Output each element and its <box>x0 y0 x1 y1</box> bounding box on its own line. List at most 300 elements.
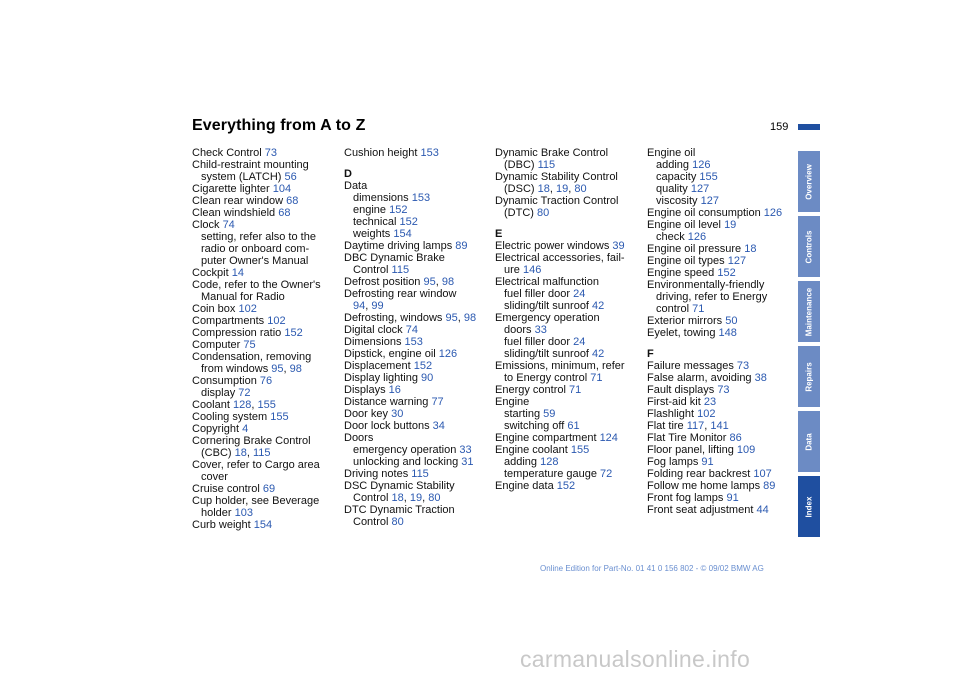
index-entry-text: Driving notes <box>344 468 412 480</box>
index-entry-text: Exterior mirrors <box>647 315 726 327</box>
page-reference-link[interactable]: 18 <box>744 243 757 255</box>
index-entry-text: Dynamic Stability Control <box>495 171 618 183</box>
tab-label: Index <box>804 496 814 517</box>
index-entry-text: Dipstick, engine oil <box>344 348 439 360</box>
index-subentry <box>495 420 625 432</box>
index-entry-text: Door lock buttons <box>344 420 433 432</box>
page-reference-link[interactable]: 72 <box>600 468 613 480</box>
page-reference-link[interactable]: 103 <box>234 507 253 519</box>
index-entry-text: display <box>201 387 239 399</box>
index-entry <box>192 315 321 327</box>
page-reference-link[interactable]: 30 <box>391 408 404 420</box>
index-entry-text: Fault displays <box>647 384 718 396</box>
index-entry-text: system (LATCH) <box>201 171 285 183</box>
page-ref-separator: , <box>251 399 258 411</box>
index-entry-text: Doors <box>344 432 374 444</box>
index-entry-text: Displacement <box>344 360 414 372</box>
index-entry <box>647 255 782 267</box>
index-subentry <box>344 228 476 240</box>
index-entry <box>495 384 625 396</box>
index-subentry <box>344 516 476 528</box>
index-entry-text: Cornering Brake Control <box>192 435 311 447</box>
index-entry <box>495 171 625 183</box>
page-reference-link[interactable]: 102 <box>238 303 257 315</box>
index-entry-text: Fog lamps <box>647 456 702 468</box>
index-entry <box>647 468 782 480</box>
tab-label: Data <box>804 432 814 451</box>
index-entry-text: Defrost position <box>344 276 424 288</box>
page-reference-link[interactable]: 90 <box>421 372 434 384</box>
index-entry-text: adding <box>656 159 693 171</box>
page-reference-link[interactable]: 91 <box>701 456 714 468</box>
index-entry-text: from windows <box>201 363 272 375</box>
index-entry <box>192 339 321 351</box>
index-subentry <box>192 255 321 267</box>
index-entry-text: Engine data <box>495 480 557 492</box>
page-reference-link[interactable]: 115 <box>391 264 410 276</box>
index-entry-text: ure <box>504 264 523 276</box>
page-reference-link[interactable]: 24 <box>573 336 586 348</box>
index-subentry <box>192 507 321 519</box>
page-reference-link[interactable]: 71 <box>568 384 582 396</box>
page-reference-link[interactable]: 95 <box>423 276 436 288</box>
index-subentry <box>495 408 625 420</box>
index-entry <box>192 423 321 435</box>
index-entry-text: Display lighting <box>344 372 422 384</box>
index-subentry <box>495 264 625 276</box>
index-entry <box>192 495 321 507</box>
index-entry-text: Failure messages <box>647 360 737 372</box>
tab-label: Repairs <box>804 361 814 392</box>
page-reference-link[interactable]: 102 <box>267 315 286 327</box>
index-entry <box>647 360 782 372</box>
page-reference-link[interactable]: 127 <box>690 183 710 195</box>
index-entry <box>495 240 625 252</box>
index-entry <box>344 336 476 348</box>
index-entry-text: Engine oil consumption <box>647 207 764 219</box>
index-entry-text: Coolant <box>192 399 233 411</box>
page-reference-link[interactable]: 80 <box>428 492 441 504</box>
index-entry <box>647 444 782 456</box>
page-reference-link[interactable]: 72 <box>238 387 251 399</box>
page-reference-link[interactable]: 18 <box>391 492 404 504</box>
page-ref-separator: , <box>403 492 410 504</box>
index-entry-text: (DSC) <box>504 183 538 195</box>
index-entry-text: Engine <box>495 396 530 408</box>
index-subentry <box>495 372 625 384</box>
index-entry-text: doors <box>504 324 535 336</box>
tab-index[interactable] <box>798 476 820 537</box>
index-entry-text: Dynamic Brake Control <box>495 147 609 159</box>
page-title: Everything from A to Z <box>192 117 366 134</box>
page-reference-link[interactable]: 154 <box>393 228 412 240</box>
page-reference-link[interactable]: 117 <box>686 420 705 432</box>
index-entry-text: Engine oil level <box>647 219 725 231</box>
index-entry-text: starting <box>504 408 544 420</box>
page-reference-link[interactable]: 98 <box>463 312 477 324</box>
index-subentry <box>344 456 476 468</box>
page-reference-link[interactable]: 80 <box>537 207 550 219</box>
index-letter-heading <box>495 228 625 240</box>
page-reference-link[interactable]: 33 <box>459 444 472 456</box>
page-ref-separator: , <box>246 447 253 459</box>
index-entry <box>192 519 321 531</box>
index-entry <box>647 492 782 504</box>
page-ref-separator: , <box>457 312 464 324</box>
index-entry-text: driving, refer to Energy <box>656 291 768 303</box>
index-entry-text: Folding rear backrest <box>647 468 754 480</box>
index-entry <box>344 276 476 288</box>
index-entry <box>192 327 321 339</box>
index-entry-text: emergency operation <box>353 444 460 456</box>
page-reference-link[interactable]: 94 <box>353 300 366 312</box>
page-reference-link[interactable]: 126 <box>763 207 783 219</box>
index-entry <box>192 435 321 447</box>
page-reference-link[interactable]: 59 <box>543 408 556 420</box>
index-letter-heading <box>647 348 782 360</box>
page-reference-link[interactable]: 73 <box>717 384 730 396</box>
index-entry <box>192 159 321 171</box>
page-reference-link[interactable]: 38 <box>754 372 767 384</box>
page-reference-link[interactable]: 19 <box>724 219 737 231</box>
index-entry-text: Manual for Radio <box>201 291 285 303</box>
index-entry <box>192 219 321 231</box>
index-entry-text: dimensions <box>353 192 412 204</box>
page-reference-link[interactable]: 4 <box>242 423 249 435</box>
index-entry-text: Coin box <box>192 303 239 315</box>
page-ref-separator: , <box>549 183 556 195</box>
index-entry <box>647 219 782 231</box>
page-reference-link[interactable]: 76 <box>259 375 273 387</box>
index-entry-text: Environmentally-friendly <box>647 279 765 291</box>
index-subentry <box>647 231 782 243</box>
index-subentry <box>495 159 625 171</box>
index-entry-text: Cigarette lighter <box>192 183 273 195</box>
index-subentry <box>647 159 782 171</box>
page-reference-link[interactable]: 141 <box>710 420 729 432</box>
page-reference-link[interactable]: 73 <box>264 147 278 159</box>
index-column-3 <box>495 147 625 492</box>
index-entry <box>495 195 625 207</box>
index-entry-text: (DTC) <box>504 207 537 219</box>
page-reference-link[interactable]: 39 <box>612 240 625 252</box>
page-reference-link[interactable]: 152 <box>413 360 433 372</box>
page-reference-link[interactable]: 102 <box>697 408 716 420</box>
page-reference-link[interactable]: 153 <box>420 147 439 159</box>
index-subentry <box>192 171 321 183</box>
page-reference-link[interactable]: 18 <box>234 447 247 459</box>
page-reference-link[interactable]: 146 <box>522 264 542 276</box>
index-subentry <box>647 303 782 315</box>
index-entry <box>192 459 321 471</box>
index-subentry <box>192 243 321 255</box>
index-entry <box>647 456 782 468</box>
page-reference-link[interactable]: 42 <box>592 348 605 360</box>
page-reference-link[interactable]: 74 <box>222 219 235 231</box>
index-entry-text: Check Control <box>192 147 265 159</box>
index-entry-text: temperature gauge <box>504 468 601 480</box>
index-entry-text: Control <box>353 516 392 528</box>
index-entry <box>192 303 321 315</box>
index-entry-text: Defrosting, windows <box>344 312 446 324</box>
page-reference-link[interactable]: 34 <box>432 420 445 432</box>
index-entry-text: Front fog lamps <box>647 492 727 504</box>
page-reference-link[interactable]: 104 <box>272 183 292 195</box>
index-entry-text: Engine compartment <box>495 432 600 444</box>
page-reference-link[interactable]: 14 <box>231 267 244 279</box>
index-entry-text: to Energy control <box>504 372 591 384</box>
page-reference-link[interactable]: 75 <box>243 339 256 351</box>
page-reference-link[interactable]: 155 <box>270 411 289 423</box>
page-reference-link[interactable]: 69 <box>262 483 276 495</box>
index-entry-text: (CBC) <box>201 447 235 459</box>
page-reference-link[interactable]: 152 <box>399 216 418 228</box>
page-reference-link[interactable]: 80 <box>574 183 587 195</box>
index-entry <box>344 252 476 264</box>
index-entry <box>344 240 476 252</box>
index-entry <box>647 480 782 492</box>
index-entry-text: Floor panel, lifting <box>647 444 737 456</box>
index-entry <box>344 348 476 360</box>
page-reference-link[interactable]: 77 <box>431 396 444 408</box>
page-reference-link[interactable]: 24 <box>573 288 586 300</box>
page-reference-link[interactable]: 73 <box>736 360 750 372</box>
index-entry-text: puter Owner's Manual <box>201 255 309 267</box>
page-reference-link[interactable]: 44 <box>756 504 769 516</box>
index-entry-text: Dimensions <box>344 336 405 348</box>
index-entry-text: Data <box>344 180 368 192</box>
index-entry-text: Flat Tire Monitor <box>647 432 730 444</box>
page-reference-link[interactable]: 23 <box>703 396 717 408</box>
page-reference-link[interactable]: 19 <box>409 492 423 504</box>
index-subentry <box>344 192 476 204</box>
index-entry <box>192 207 321 219</box>
page-reference-link[interactable]: 115 <box>252 447 271 459</box>
index-entry-text: weights <box>353 228 394 240</box>
index-entry <box>344 504 476 516</box>
page-reference-link[interactable]: 98 <box>289 363 302 375</box>
index-entry <box>495 252 625 264</box>
watermark: carmanualsonline.info <box>520 646 751 672</box>
page-reference-link[interactable]: 115 <box>537 159 556 171</box>
page-reference-link[interactable]: 127 <box>727 255 747 267</box>
index-entry <box>344 384 476 396</box>
index-entry-text: Energy control <box>495 384 569 396</box>
index-entry <box>192 147 321 159</box>
index-entry-text: viscosity <box>656 195 701 207</box>
index-subentry <box>495 456 625 468</box>
index-entry-text: Daytime driving lamps <box>344 240 456 252</box>
page-reference-link[interactable]: 42 <box>592 300 605 312</box>
page-reference-link[interactable]: 95 <box>445 312 458 324</box>
index-subentry <box>192 363 321 375</box>
page-reference-link[interactable]: 16 <box>388 384 401 396</box>
index-subentry <box>192 447 321 459</box>
tab-controls[interactable] <box>798 216 820 277</box>
page-reference-link[interactable]: 153 <box>404 336 423 348</box>
index-entry <box>344 360 476 372</box>
index-entry-text: Front seat adjustment <box>647 504 757 516</box>
page-reference-link[interactable]: 126 <box>438 348 458 360</box>
page-reference-link[interactable]: 61 <box>567 420 580 432</box>
index-subentry <box>344 300 476 312</box>
index-entry-text: DTC Dynamic Traction <box>344 504 455 516</box>
page-reference-link[interactable]: 127 <box>700 195 719 207</box>
index-entry-text: Clean windshield <box>192 207 279 219</box>
index-entry-text: Engine oil <box>647 147 696 159</box>
index-entry <box>192 411 321 423</box>
page-reference-link[interactable]: 124 <box>599 432 618 444</box>
page-reference-link[interactable]: 68 <box>278 207 291 219</box>
page-ref-separator: , <box>435 276 442 288</box>
index-column-4 <box>647 147 782 516</box>
index-subentry <box>495 468 625 480</box>
index-subentry <box>344 216 476 228</box>
page-reference-link[interactable]: 148 <box>718 327 737 339</box>
page-reference-link[interactable]: 128 <box>540 456 559 468</box>
index-entry-text: (DBC) <box>504 159 538 171</box>
page-reference-link[interactable]: 155 <box>257 399 276 411</box>
page-reference-link[interactable]: 155 <box>570 444 590 456</box>
index-entry <box>495 444 625 456</box>
index-entry-text: Consumption <box>192 375 260 387</box>
index-entry-text: Follow me home lamps <box>647 480 764 492</box>
page-reference-link[interactable]: 155 <box>699 171 718 183</box>
tab-label: Controls <box>804 230 814 263</box>
index-subentry <box>495 207 625 219</box>
index-entry-text: Compression ratio <box>192 327 285 339</box>
page-reference-link[interactable]: 19 <box>555 183 569 195</box>
index-entry-text: Clean rear window <box>192 195 287 207</box>
index-entry-text: F <box>647 348 654 360</box>
index-subentry <box>647 195 782 207</box>
index-entry-text: D <box>344 168 352 180</box>
index-subentry <box>495 336 625 348</box>
index-entry <box>647 420 782 432</box>
index-entry <box>647 372 782 384</box>
index-entry-text: Defrosting rear window <box>344 288 457 300</box>
tab-data[interactable] <box>798 411 820 472</box>
page-reference-link[interactable]: 89 <box>763 480 776 492</box>
index-entry-text: quality <box>656 183 691 195</box>
index-subentry <box>495 300 625 312</box>
page-reference-link[interactable]: 115 <box>411 468 429 480</box>
page-reference-link[interactable]: 154 <box>253 519 273 531</box>
page-reference-link[interactable]: 68 <box>286 195 299 207</box>
section-tabs <box>798 151 820 541</box>
index-entry <box>647 279 782 291</box>
index-entry-text: Copyright <box>192 423 243 435</box>
page-reference-link[interactable]: 74 <box>405 324 418 336</box>
page-reference-link[interactable]: 71 <box>590 372 603 384</box>
index-subentry <box>192 231 321 243</box>
index-entry-text: radio or onboard com- <box>201 243 310 255</box>
index-entry-text: Emergency operation <box>495 312 600 324</box>
tab-maintenance[interactable] <box>798 281 820 342</box>
page-reference-link[interactable]: 50 <box>725 315 738 327</box>
page-reference-link[interactable]: 98 <box>441 276 455 288</box>
page-reference-link[interactable]: 126 <box>687 231 707 243</box>
index-entry-text: Electrical accessories, fail- <box>495 252 625 264</box>
page-reference-link[interactable]: 109 <box>736 444 756 456</box>
index-entry <box>495 360 625 372</box>
index-subentry <box>495 183 625 195</box>
index-entry <box>192 195 321 207</box>
index-subentry <box>344 264 476 276</box>
index-entry-text: cover <box>201 471 228 483</box>
index-entry-text: Cushion height <box>344 147 421 159</box>
page-reference-link[interactable]: 89 <box>455 240 468 252</box>
page-reference-link[interactable]: 152 <box>556 480 576 492</box>
index-entry <box>647 315 782 327</box>
index-entry <box>344 324 476 336</box>
page-reference-link[interactable]: 91 <box>726 492 739 504</box>
index-entry <box>344 420 476 432</box>
page-reference-link[interactable]: 107 <box>753 468 772 480</box>
page-reference-link[interactable]: 31 <box>461 456 474 468</box>
index-entry-text: Emissions, minimum, refer <box>495 360 625 372</box>
index-entry-text: Control <box>353 492 392 504</box>
index-entry-text: Cup holder, see Beverage <box>192 495 320 507</box>
index-entry-text: Dynamic Traction Control <box>495 195 619 207</box>
index-entry <box>647 432 782 444</box>
page-reference-link[interactable]: 152 <box>284 327 303 339</box>
page-reference-link[interactable]: 71 <box>692 303 705 315</box>
index-entry-text: Code, refer to the Owner's <box>192 279 321 291</box>
page-reference-link[interactable]: 152 <box>717 267 736 279</box>
page-reference-link[interactable]: 128 <box>232 399 252 411</box>
index-entry-text: Digital clock <box>344 324 406 336</box>
page-ref-separator: , <box>283 363 290 375</box>
page-reference-link[interactable]: 80 <box>391 516 404 528</box>
page-reference-link[interactable]: 95 <box>271 363 284 375</box>
index-entry-text: Engine oil pressure <box>647 243 745 255</box>
index-subentry <box>647 291 782 303</box>
index-letter-heading <box>344 168 476 180</box>
index-entry-text: setting, refer also to the <box>201 231 316 243</box>
index-entry <box>647 408 782 420</box>
page-reference-link[interactable]: 126 <box>692 159 711 171</box>
page-reference-link[interactable]: 33 <box>534 324 547 336</box>
page-reference-link[interactable]: 86 <box>729 432 742 444</box>
index-entry <box>495 147 625 159</box>
page-reference-link[interactable]: 18 <box>537 183 550 195</box>
index-entry-text: capacity <box>656 171 700 183</box>
index-entry-text: Control <box>353 264 392 276</box>
index-subentry <box>192 291 321 303</box>
page-number: 159 <box>770 121 789 133</box>
index-entry <box>344 408 476 420</box>
page-reference-link[interactable]: 153 <box>411 192 431 204</box>
tab-overview[interactable] <box>798 151 820 212</box>
index-entry-text: Electric power windows <box>495 240 613 252</box>
index-entry-text: sliding/tilt sunroof <box>504 348 593 360</box>
index-entry-text: Clock <box>192 219 223 231</box>
tab-repairs[interactable] <box>798 346 820 407</box>
page-reference-link[interactable]: 152 <box>389 204 408 216</box>
index-entry <box>344 480 476 492</box>
tab-label: Maintenance <box>804 287 814 336</box>
index-subentry <box>647 171 782 183</box>
index-entry <box>647 504 782 516</box>
index-entry-text: False alarm, avoiding <box>647 372 755 384</box>
index-entry <box>344 372 476 384</box>
page-reference-link[interactable]: 56 <box>284 171 297 183</box>
page-reference-link[interactable]: 99 <box>371 300 384 312</box>
index-entry-text: Cooling system <box>192 411 271 423</box>
index-entry-text: switching off <box>504 420 568 432</box>
index-entry-text: Electrical malfunction <box>495 276 599 288</box>
